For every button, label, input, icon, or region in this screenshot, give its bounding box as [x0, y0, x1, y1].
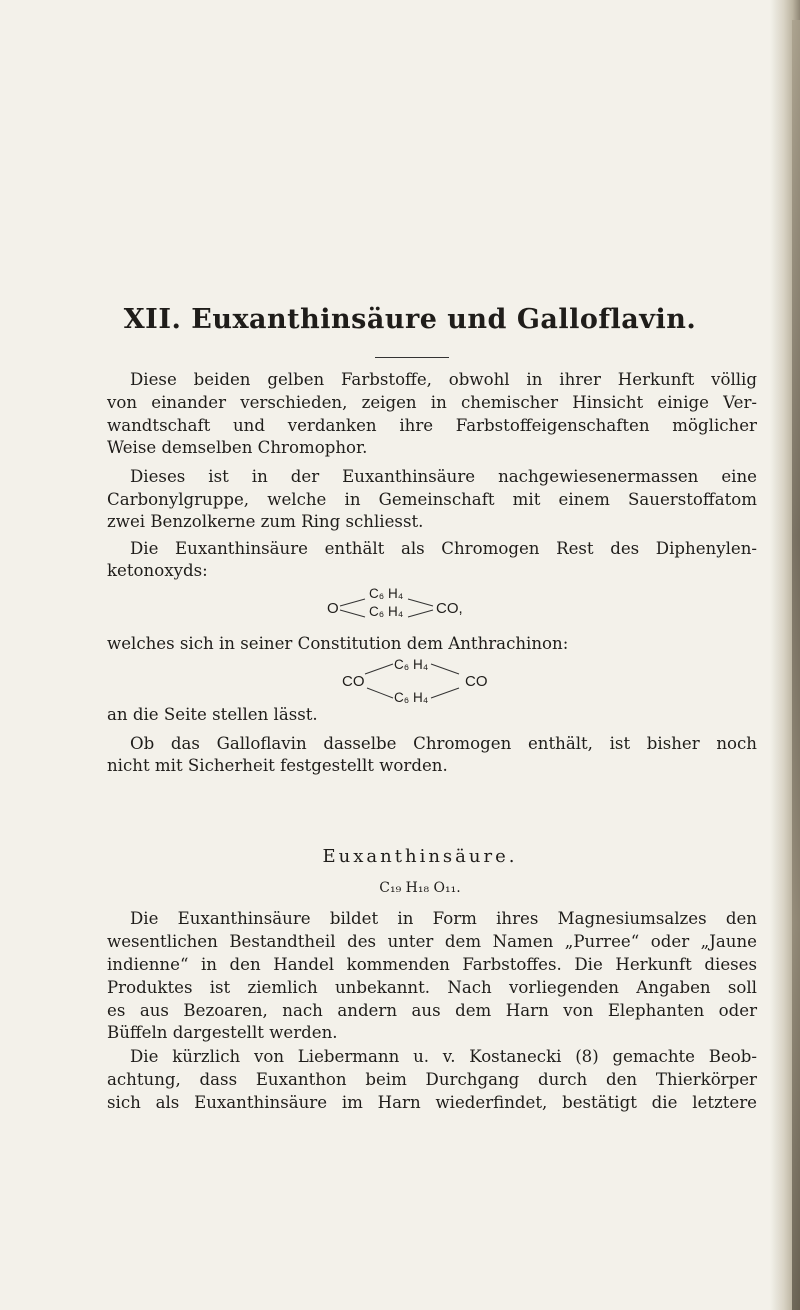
- formula1-left: O: [327, 600, 339, 617]
- formula2-left: CO: [342, 673, 365, 690]
- formula2-bottom: C₆ H₄: [394, 690, 429, 705]
- intro-line: Weise demselben Chromophor.: [107, 438, 368, 457]
- formula1-bottom: C₆ H₄: [369, 604, 404, 619]
- para5-line: Büffeln dargestellt werden.: [107, 1023, 338, 1042]
- formula1-right: CO,: [436, 600, 463, 617]
- intro-line: Diese beiden gelben Farbstoffe, obwohl in ihrer Herkunft völlig: [130, 370, 757, 389]
- para6-line: sich als Euxanthinsäure im Harn wiederfindet, bestätigt die letztere: [107, 1093, 757, 1112]
- para5-line: wesentlichen Bestandtheil des unter dem Namen „Purree“ oder „Jaune: [107, 932, 757, 951]
- text-line: an die Seite stellen lässt.: [107, 705, 318, 724]
- intro-line: von einander verschieden, zeigen in chemischer Hinsicht einige Ver-: [107, 393, 757, 412]
- para5-line: Die Euxanthinsäure bildet in Form ihres Magnesiumsalzes den: [130, 909, 757, 928]
- formula2-right: CO: [465, 673, 488, 690]
- formula1-top: C₆ H₄: [369, 586, 404, 601]
- page-edge-shadow: [792, 20, 800, 1310]
- para4-line: nicht mit Sicherheit festgestellt worden.: [107, 756, 448, 775]
- para5-line: indienne“ in den Handel kommenden Farbstoffes. Die Herkunft dieses: [107, 955, 757, 974]
- heading-rule: [375, 357, 449, 358]
- para2-line: Dieses ist in der Euxanthinsäure nachgewiesenermassen eine: [130, 467, 757, 486]
- para4-line: Ob das Galloflavin dasselbe Chromogen enthält, ist bisher noch: [130, 734, 757, 753]
- para6-line: achtung, dass Euxanthon beim Durchgang durch den Thierkörper: [107, 1070, 757, 1089]
- para5-line: Produktes ist ziemlich unbekannt. Nach vorliegenden Angaben soll: [107, 978, 757, 997]
- para3-line: ketonoxyds:: [107, 561, 208, 580]
- para5-line: es aus Bezoaren, nach andern aus dem Harn von Elephanten oder: [107, 1001, 757, 1020]
- para6-line: Die kürzlich von Liebermann u. v. Kostanecki (8) gemachte Beob-: [130, 1047, 757, 1066]
- intro-line: wandtschaft und verdanken ihre Farbstoffeigenschaften möglicher: [107, 416, 757, 435]
- section-heading: Euxanthinsäure.: [322, 846, 518, 867]
- formula2-top: C₆ H₄: [394, 657, 429, 672]
- empirical-formula: C₁₉ H₁₈ O₁₁.: [379, 880, 461, 896]
- para2-line: Carbonylgruppe, welche in Gemeinschaft mit einem Sauerstoffatom: [107, 490, 757, 509]
- para3-line: Die Euxanthinsäure enthält als Chromogen Rest des Diphenylen-: [130, 539, 757, 558]
- para2-line: zwei Benzolkerne zum Ring schliesst.: [107, 512, 424, 531]
- chapter-heading: XII. Euxanthinsäure und Galloflavin.: [123, 304, 697, 335]
- text-line: welches sich in seiner Constitution dem Anthrachinon:: [107, 634, 569, 653]
